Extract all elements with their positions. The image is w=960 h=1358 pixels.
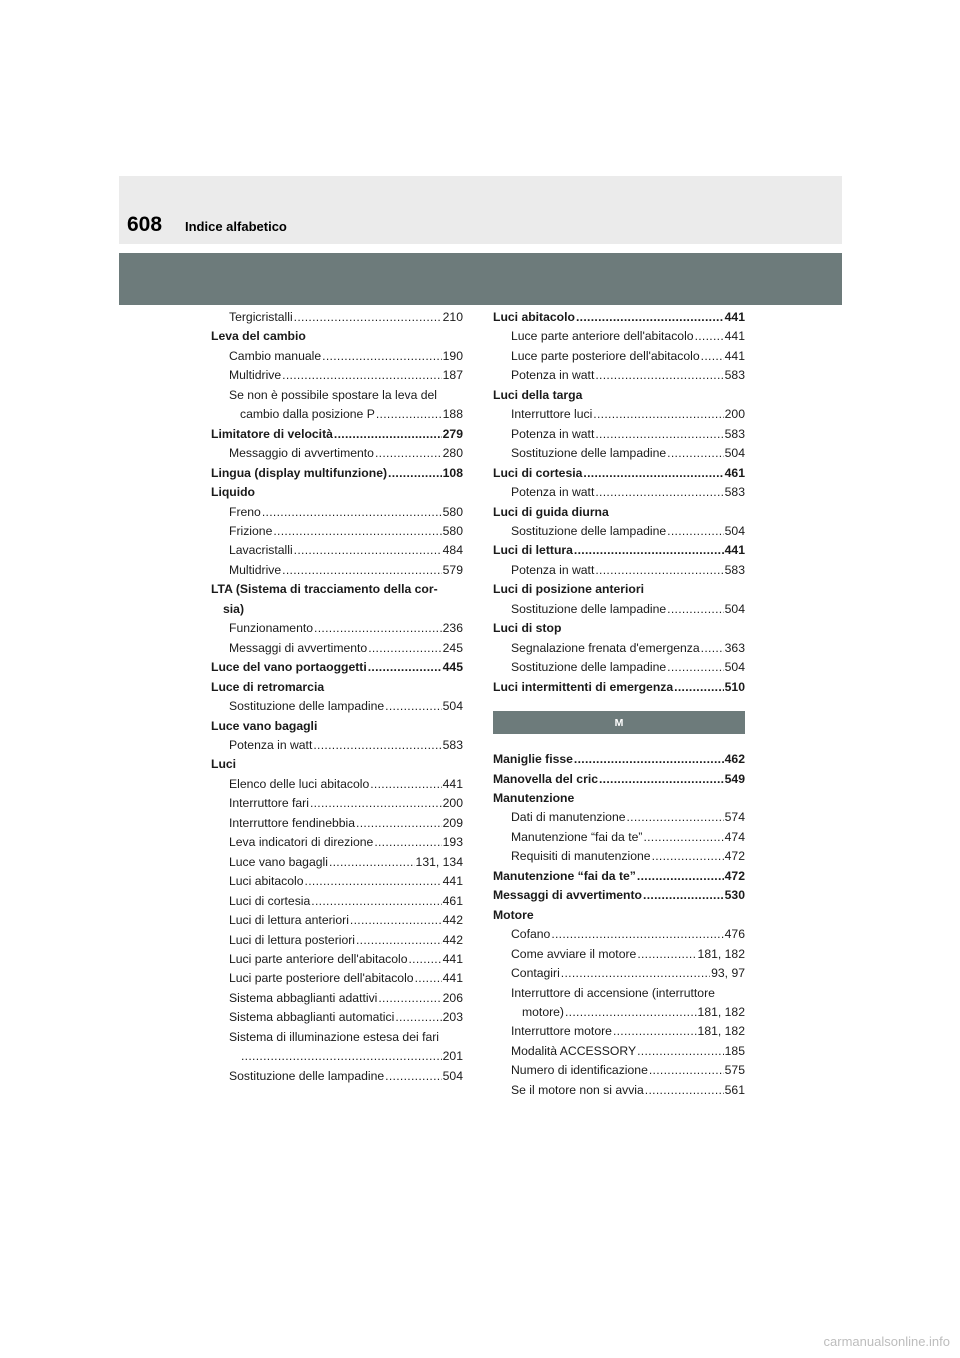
dot-leader <box>595 561 723 580</box>
index-entry <box>211 892 463 911</box>
index-entry-page: 461 <box>442 893 463 908</box>
dot-leader <box>595 483 723 502</box>
index-entry-page: 474 <box>724 829 745 844</box>
index-entry <box>493 945 745 964</box>
index-column-left <box>211 308 463 1086</box>
index-entry <box>211 600 463 619</box>
dot-leader <box>667 658 724 677</box>
index-entry <box>493 886 745 905</box>
index-entry-term: Luci <box>211 757 237 772</box>
index-entry <box>493 503 745 522</box>
dot-leader <box>322 347 442 366</box>
dot-leader <box>385 1067 442 1086</box>
index-entry <box>211 1047 463 1066</box>
dot-leader <box>667 444 724 463</box>
dot-leader <box>576 308 724 327</box>
dot-leader <box>565 1003 697 1022</box>
index-entry <box>211 366 463 385</box>
dot-leader <box>667 522 724 541</box>
index-entry-page: 188 <box>442 407 463 422</box>
index-entry-term: Luce del vano portaoggetti <box>211 660 367 675</box>
index-entry-term: Luci di guida diurna <box>493 504 609 519</box>
index-entry-page: 279 <box>442 426 463 441</box>
index-entry-term: Motore <box>493 907 534 922</box>
index-entry <box>211 872 463 891</box>
index-entry-term: motore) <box>522 1004 564 1019</box>
index-entry-page: 476 <box>724 927 745 942</box>
index-entry <box>211 658 463 677</box>
dot-leader <box>652 847 724 866</box>
index-entry-term: Liquido <box>211 485 255 500</box>
index-entry <box>211 619 463 638</box>
index-entry-page: 245 <box>442 640 463 655</box>
index-entry-term: Luci di lettura <box>493 543 573 558</box>
index-entry-term: Potenza in watt <box>511 368 595 383</box>
index-entry <box>493 639 745 658</box>
dot-leader <box>368 639 441 658</box>
index-entry-term: Sostituzione delle lampadine <box>511 446 667 461</box>
index-entry-term: Potenza in watt <box>511 485 595 500</box>
index-entry-term: Segnalazione frenata d'emergenza <box>511 640 700 655</box>
index-entry-page: 181, 182 <box>697 1024 745 1039</box>
index-entry-page: 442 <box>442 932 463 947</box>
index-entry <box>211 464 463 483</box>
dot-leader <box>637 867 724 886</box>
dot-leader <box>375 444 442 463</box>
index-entry <box>211 755 463 774</box>
index-entry-term: Manutenzione “fai da te” <box>511 829 643 844</box>
index-entry-term: Freno <box>229 504 261 519</box>
index-entry <box>211 1028 463 1047</box>
dot-leader <box>649 1061 724 1080</box>
index-entry-term: Luci di lettura posteriori <box>229 932 355 947</box>
index-entry-term: Luci di cortesia <box>493 465 583 480</box>
index-entry-term: Sostituzione delle lampadine <box>229 1068 385 1083</box>
dot-leader <box>294 541 442 560</box>
index-entry-term: Manovella del cric <box>493 771 598 786</box>
index-entry <box>493 425 745 444</box>
index-entry-page: 363 <box>724 640 745 655</box>
index-entry <box>211 911 463 930</box>
dot-leader <box>241 1047 442 1066</box>
dot-leader <box>395 1008 441 1027</box>
index-entry <box>493 522 745 541</box>
index-entry <box>493 789 745 808</box>
dot-leader <box>674 678 724 697</box>
index-entry-page: 280 <box>442 446 463 461</box>
index-entry-page: 583 <box>724 485 745 500</box>
index-entry <box>493 541 745 560</box>
dot-leader <box>551 925 723 944</box>
index-entry-page: 441 <box>442 951 463 966</box>
index-entry-term: Luce vano bagagli <box>211 718 318 733</box>
index-entry <box>211 969 463 988</box>
index-entry-term: Luci di lettura anteriori <box>229 913 349 928</box>
index-entry-page: 549 <box>724 771 745 786</box>
index-entry-term: Luci di stop <box>493 621 562 636</box>
index-entry-term: Luci abitacolo <box>493 310 575 324</box>
dot-leader <box>701 639 724 658</box>
dot-leader <box>645 1081 724 1100</box>
index-entry-term: Interruttore motore <box>511 1024 612 1039</box>
index-entry-term: Sistema di illuminazione estesa dei fari <box>229 1029 439 1044</box>
index-entry-term: Sistema abbaglianti adattivi <box>229 990 378 1005</box>
index-entry-term: Interruttore luci <box>511 407 593 422</box>
index-entry-term: Luci abitacolo <box>229 874 304 889</box>
index-entry <box>211 950 463 969</box>
index-entry-term: Luci parte anteriore dell'abitacolo <box>229 951 408 966</box>
index-entry <box>493 984 745 1003</box>
index-entry-term: Frizione <box>229 523 273 538</box>
dot-leader <box>356 931 442 950</box>
index-entry-page: 504 <box>724 523 745 538</box>
dot-leader <box>637 945 696 964</box>
index-entry-page: 210 <box>442 310 463 324</box>
index-entry-term: Elenco delle luci abitacolo <box>229 776 370 791</box>
index-entry <box>493 1022 745 1041</box>
index-entry <box>493 925 745 944</box>
index-entry-page: 236 <box>442 621 463 636</box>
dot-leader <box>643 886 724 905</box>
index-entry <box>493 750 745 769</box>
index-entry <box>493 658 745 677</box>
index-entry <box>493 405 745 424</box>
dot-leader <box>313 736 441 755</box>
index-entry-term: Se non è possibile spostare la leva del <box>229 387 437 402</box>
index-entry <box>211 736 463 755</box>
index-entry-page: 574 <box>724 810 745 825</box>
index-entry <box>493 867 745 886</box>
index-entry-page: 108 <box>442 465 463 480</box>
dot-leader <box>374 833 441 852</box>
index-entry-term: Sostituzione delle lampadine <box>511 523 667 538</box>
index-entry <box>493 366 745 385</box>
index-group-m <box>493 750 745 1100</box>
dot-leader <box>376 405 442 424</box>
index-entry-term: Dati di manutenzione <box>511 810 626 825</box>
index-entry <box>493 600 745 619</box>
index-entry-page: 200 <box>724 407 745 422</box>
index-entry-page: 484 <box>442 543 463 558</box>
index-entry <box>493 580 745 599</box>
index-entry <box>211 697 463 716</box>
index-entry-page: 575 <box>724 1063 745 1078</box>
index-entry-page: 181, 182 <box>697 946 745 961</box>
index-entry-page: 441 <box>724 310 745 324</box>
index-entry-term: Contagiri <box>511 966 560 981</box>
index-entry-term: Se il motore non si avvia <box>511 1082 644 1097</box>
index-entry-term: Luce parte anteriore dell'abitacolo <box>511 329 694 344</box>
dot-leader <box>262 503 442 522</box>
index-entry-term: Multidrive <box>229 368 282 383</box>
index-entry-page: 472 <box>724 868 745 883</box>
dot-leader <box>310 794 442 813</box>
index-entry-page: 441 <box>442 776 463 791</box>
index-entry <box>211 561 463 580</box>
index-entry <box>211 678 463 697</box>
index-entry-page: 187 <box>442 368 463 383</box>
watermark: carmanualsonline.info <box>823 1334 950 1349</box>
dot-leader <box>370 775 441 794</box>
index-entry-page: 580 <box>442 504 463 519</box>
index-entry-term: Lavacristalli <box>229 543 293 558</box>
dot-leader <box>583 464 723 483</box>
index-entry <box>493 808 745 827</box>
index-entry <box>493 308 745 327</box>
index-entry-page: 201 <box>442 1049 463 1064</box>
index-entry-term: Luci di posizione anteriori <box>493 582 645 597</box>
index-entry-term: Funzionamento <box>229 621 314 636</box>
index-entry-term: Messaggio di avvertimento <box>229 446 374 461</box>
index-entry-term: Interruttore fendinebbia <box>229 815 356 830</box>
index-entry <box>211 425 463 444</box>
dot-leader <box>613 1022 697 1041</box>
index-entry <box>493 828 745 847</box>
dot-leader <box>701 347 724 366</box>
header-band <box>119 253 842 305</box>
index-entry-page: 579 <box>442 562 463 577</box>
dot-leader <box>627 808 724 827</box>
letter-band-label: M <box>614 716 624 729</box>
index-entry-term: Luci parte posteriore dell'abitacolo <box>229 971 414 986</box>
index-entry-page: 580 <box>442 523 463 538</box>
index-entry-page: 441 <box>724 329 745 344</box>
index-entry-page: 504 <box>724 660 745 675</box>
index-entry-term: sia) <box>223 601 245 616</box>
index-entry <box>493 464 745 483</box>
index-entry-page: 441 <box>442 971 463 986</box>
index-entry-page: 181, 182 <box>697 1004 745 1019</box>
index-entry-page: 583 <box>724 562 745 577</box>
index-entry-page: 209 <box>442 815 463 830</box>
index-entry-page: 504 <box>442 1068 463 1083</box>
index-entry-term: Manutenzione “fai da te” <box>493 868 636 883</box>
dot-leader <box>574 750 724 769</box>
index-entry-term: Potenza in watt <box>511 562 595 577</box>
index-entry <box>211 386 463 405</box>
dot-leader <box>350 911 442 930</box>
dot-leader <box>311 892 441 911</box>
index-entry <box>211 1067 463 1086</box>
index-entry <box>211 794 463 813</box>
index-entry-page: 583 <box>724 368 745 383</box>
dot-leader <box>334 425 442 444</box>
dot-leader <box>378 989 441 1008</box>
index-group-l <box>493 308 745 697</box>
dot-leader <box>282 366 442 385</box>
index-entry <box>493 483 745 502</box>
index-entry-term: Potenza in watt <box>229 737 313 752</box>
index-entry-term: Manutenzione <box>493 790 575 805</box>
index-entry-term: Luci intermittenti di emergenza <box>493 679 674 694</box>
dot-leader <box>273 522 441 541</box>
index-entry-term: Requisiti di manutenzione <box>511 849 651 864</box>
index-entry-page: 206 <box>442 990 463 1005</box>
index-entry-page: 583 <box>724 426 745 441</box>
index-entry <box>211 853 463 872</box>
index-entry <box>211 405 463 424</box>
index-entry-term: Sostituzione delle lampadine <box>511 601 667 616</box>
index-entry-page: 93, 97 <box>711 966 745 981</box>
index-entry-term: Messaggi di avvertimento <box>493 888 643 903</box>
index-entry-term: Leva indicatori di direzione <box>229 835 374 850</box>
index-entry <box>493 678 745 697</box>
index-entry-term: Potenza in watt <box>511 426 595 441</box>
index-entry-term: Multidrive <box>229 562 282 577</box>
index-entry-page: 131, 134 <box>415 854 463 869</box>
index-column-right <box>493 308 745 1100</box>
index-entry-page: 441 <box>724 543 745 558</box>
index-entry <box>211 580 463 599</box>
index-entry-term: Sostituzione delle lampadine <box>511 660 667 675</box>
dot-leader <box>415 969 442 988</box>
index-entry-page: 504 <box>724 601 745 616</box>
index-entry <box>493 561 745 580</box>
index-entry <box>493 1061 745 1080</box>
index-entry-term: Interruttore fari <box>229 796 309 811</box>
index-entry-page: 461 <box>724 465 745 480</box>
index-entry-term: Luce vano bagagli <box>229 854 328 869</box>
index-entry <box>211 483 463 502</box>
index-entry-term: Come avviare il motore <box>511 946 637 961</box>
index-entry <box>493 619 745 638</box>
index-entry-page: 504 <box>442 699 463 714</box>
dot-leader <box>595 425 723 444</box>
index-entry <box>211 775 463 794</box>
dot-leader <box>561 964 710 983</box>
index-entry <box>493 347 745 366</box>
index-entry <box>211 503 463 522</box>
letter-band-m <box>493 711 745 734</box>
page-number: 608 <box>127 213 163 236</box>
index-entry <box>211 989 463 1008</box>
index-entry <box>211 1008 463 1027</box>
index-entry <box>211 639 463 658</box>
dot-leader <box>643 828 723 847</box>
index-entry-page: 190 <box>442 348 463 363</box>
dot-leader <box>408 950 441 969</box>
dot-leader <box>695 327 724 346</box>
index-entry-term: Sostituzione delle lampadine <box>229 699 385 714</box>
index-entry-term: Leva del cambio <box>211 329 306 344</box>
index-entry <box>493 1042 745 1061</box>
index-entry-term: Cambio manuale <box>229 348 322 363</box>
index-entry-term: Interruttore di accensione (interruttore <box>511 985 715 1000</box>
index-entry <box>493 327 745 346</box>
index-entry-term: Maniglie fisse <box>493 752 573 767</box>
index-entry-page: 561 <box>724 1082 745 1097</box>
index-entry-term: Luce di retromarcia <box>211 679 325 694</box>
index-entry-page: 462 <box>724 752 745 767</box>
index-entry-page: 583 <box>442 737 463 752</box>
index-entry-page: 510 <box>724 679 745 694</box>
index-entry-page: 442 <box>442 913 463 928</box>
index-entry-page: 530 <box>724 888 745 903</box>
index-entry <box>211 308 463 327</box>
index-entry <box>211 541 463 560</box>
index-entry-page: 472 <box>724 849 745 864</box>
index-entry <box>211 717 463 736</box>
index-entry-term: Sistema abbaglianti automatici <box>229 1010 395 1025</box>
index-entry-term: LTA (Sistema di tracciamento della cor- <box>211 582 438 597</box>
index-entry-term: Tergicristalli <box>229 310 293 324</box>
dot-leader <box>593 405 723 424</box>
dot-leader <box>282 561 442 580</box>
index-entry <box>211 347 463 366</box>
dot-leader <box>314 619 442 638</box>
index-entry <box>493 386 745 405</box>
index-entry-term: Luci della targa <box>493 387 583 402</box>
section-title: Indice alfabetico <box>185 219 287 234</box>
dot-leader <box>368 658 442 677</box>
dot-leader <box>637 1042 724 1061</box>
index-entry-page: 441 <box>724 348 745 363</box>
index-entry-term: Luce parte posteriore dell'abitacolo <box>511 348 700 363</box>
index-entry-term: Modalità ACCESSORY <box>511 1043 637 1058</box>
index-entry <box>211 522 463 541</box>
index-entry <box>211 931 463 950</box>
index-entry <box>493 906 745 925</box>
index-entry <box>211 444 463 463</box>
dot-leader <box>667 600 724 619</box>
index-entry-page: 445 <box>442 660 463 675</box>
dot-leader <box>595 366 723 385</box>
dot-leader <box>385 697 442 716</box>
dot-leader <box>294 308 442 327</box>
index-entry <box>493 1003 745 1022</box>
index-entry-page: 203 <box>442 1010 463 1025</box>
dot-leader <box>329 853 415 872</box>
index-entry-term: Cofano <box>511 927 551 942</box>
dot-leader <box>356 814 442 833</box>
dot-leader <box>305 872 442 891</box>
index-entry <box>211 814 463 833</box>
index-entry-page: 193 <box>442 835 463 850</box>
index-entry-page: 504 <box>724 446 745 461</box>
index-entry-term: Lingua (display multifunzione) <box>211 465 388 480</box>
index-entry <box>493 847 745 866</box>
index-entry <box>493 770 745 789</box>
index-entry <box>493 964 745 983</box>
index-entry-term: Numero di identificazione <box>511 1063 648 1078</box>
index-entry <box>493 1081 745 1100</box>
index-entry-term: Luci di cortesia <box>229 893 311 908</box>
dot-leader <box>388 464 442 483</box>
dot-leader <box>599 770 724 789</box>
index-entry-page: 441 <box>442 874 463 889</box>
index-entry <box>211 833 463 852</box>
index-entry-term: Limitatore di velocità <box>211 426 333 441</box>
index-entry <box>211 327 463 346</box>
index-entry-page: 185 <box>724 1043 745 1058</box>
dot-leader <box>574 541 724 560</box>
index-entry <box>493 444 745 463</box>
index-entry-term: cambio dalla posizione P <box>240 407 375 422</box>
index-entry-page: 200 <box>442 796 463 811</box>
index-entry-term: Messaggi di avvertimento <box>229 640 368 655</box>
